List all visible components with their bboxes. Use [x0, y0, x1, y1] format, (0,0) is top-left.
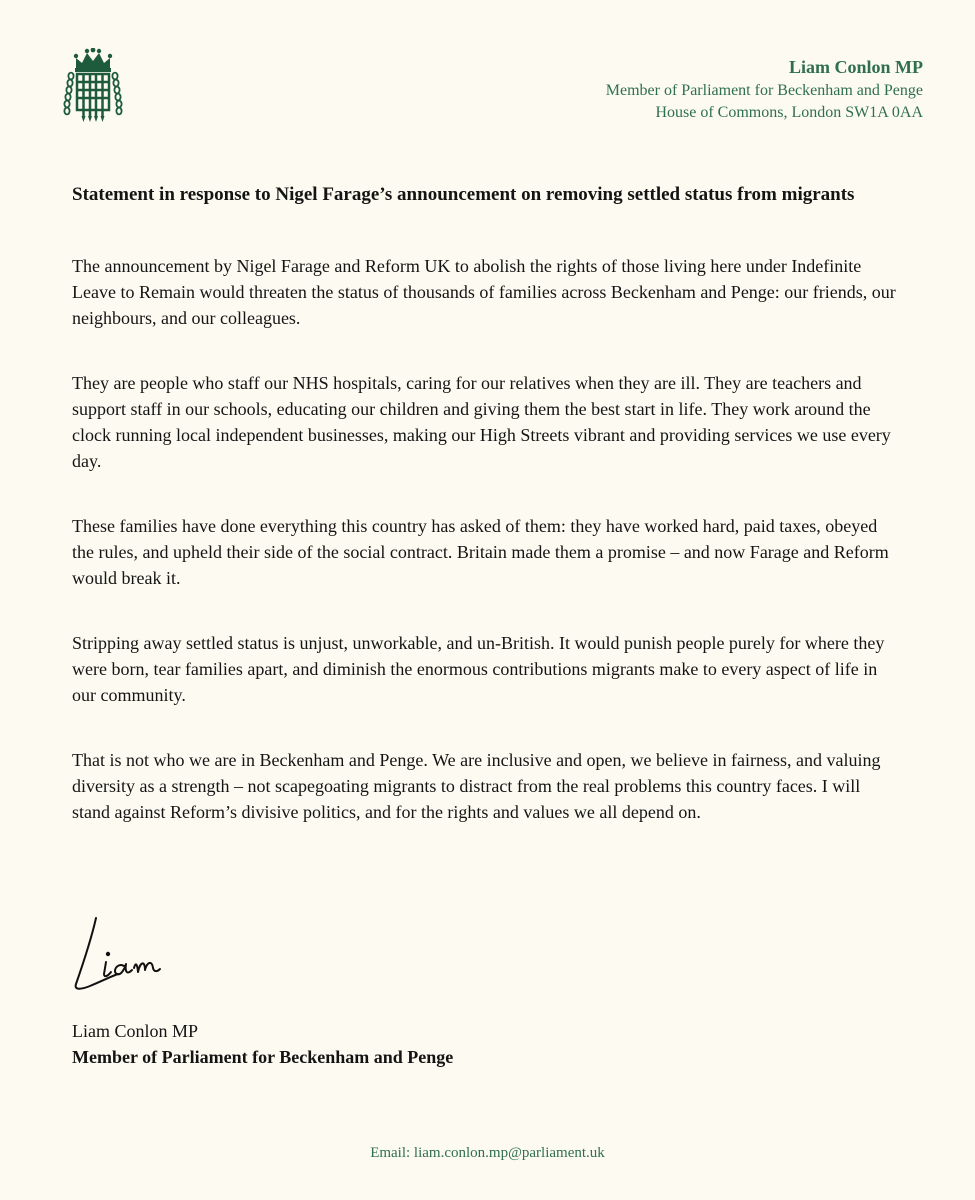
statement-paragraph: That is not who we are in Beckenham and Penge. We are inclusive and open, we believe in fairness, and valuing diversity as a strength – not scapegoating migrants to distract from the real problems this country faces. I will stand against Reform’s divisive politics, and for the rights and values we all depend on.	[72, 750, 881, 822]
signoff	[72, 1018, 453, 1070]
statement-paragraph: Stripping away settled status is unjust, unworkable, and un-British. It would punish people purely for where they were born, tear families apart, and diminish the enormous contributions migrants make to every aspect of life in our community.	[72, 633, 885, 705]
header-address: House of Commons, London SW1A 0AA	[655, 104, 923, 121]
header-mp-role: Member of Parliament for Beckenham and Penge	[605, 82, 923, 99]
letterhead	[606, 54, 923, 124]
statement-paragraph: They are people who staff our NHS hospitals, caring for our relatives when they are ill. They are teachers and support staff in our schools, educating our children and giving them the best start in life. They work around the clock running local independent businesses, making our High Streets vibrant and providing services we use every day.	[72, 373, 891, 471]
signoff-role: Member of Parliament for Beckenham and Penge	[72, 1047, 454, 1067]
portcullis-crest-icon	[62, 48, 124, 128]
handwritten-signature	[62, 906, 192, 1006]
house-of-commons-crest	[62, 48, 124, 128]
statement-body	[72, 182, 902, 864]
signoff-name: Liam Conlon MP	[72, 1021, 199, 1041]
statement-paragraph: These families have done everything this country has asked of them: they have worked hard, paid taxes, obeyed the rules, and upheld their side of the social contract. Britain made them a promise – and now Farage and Reform would break it.	[72, 516, 889, 588]
header-mp-name: Liam Conlon MP	[788, 57, 923, 77]
footer-email[interactable]: Email: liam.conlon.mp@parliament.uk	[370, 1145, 605, 1161]
statement-paragraph: The announcement by Nigel Farage and Reform UK to abolish the rights of those living here under Indefinite Leave to Remain would threaten the status of thousands of families across Beckenham and Penge: our friends, our neighbours, and our colleagues.	[72, 256, 896, 328]
statement-heading: Statement in response to Nigel Farage’s announcement on removing settled status from migrants	[72, 184, 855, 205]
